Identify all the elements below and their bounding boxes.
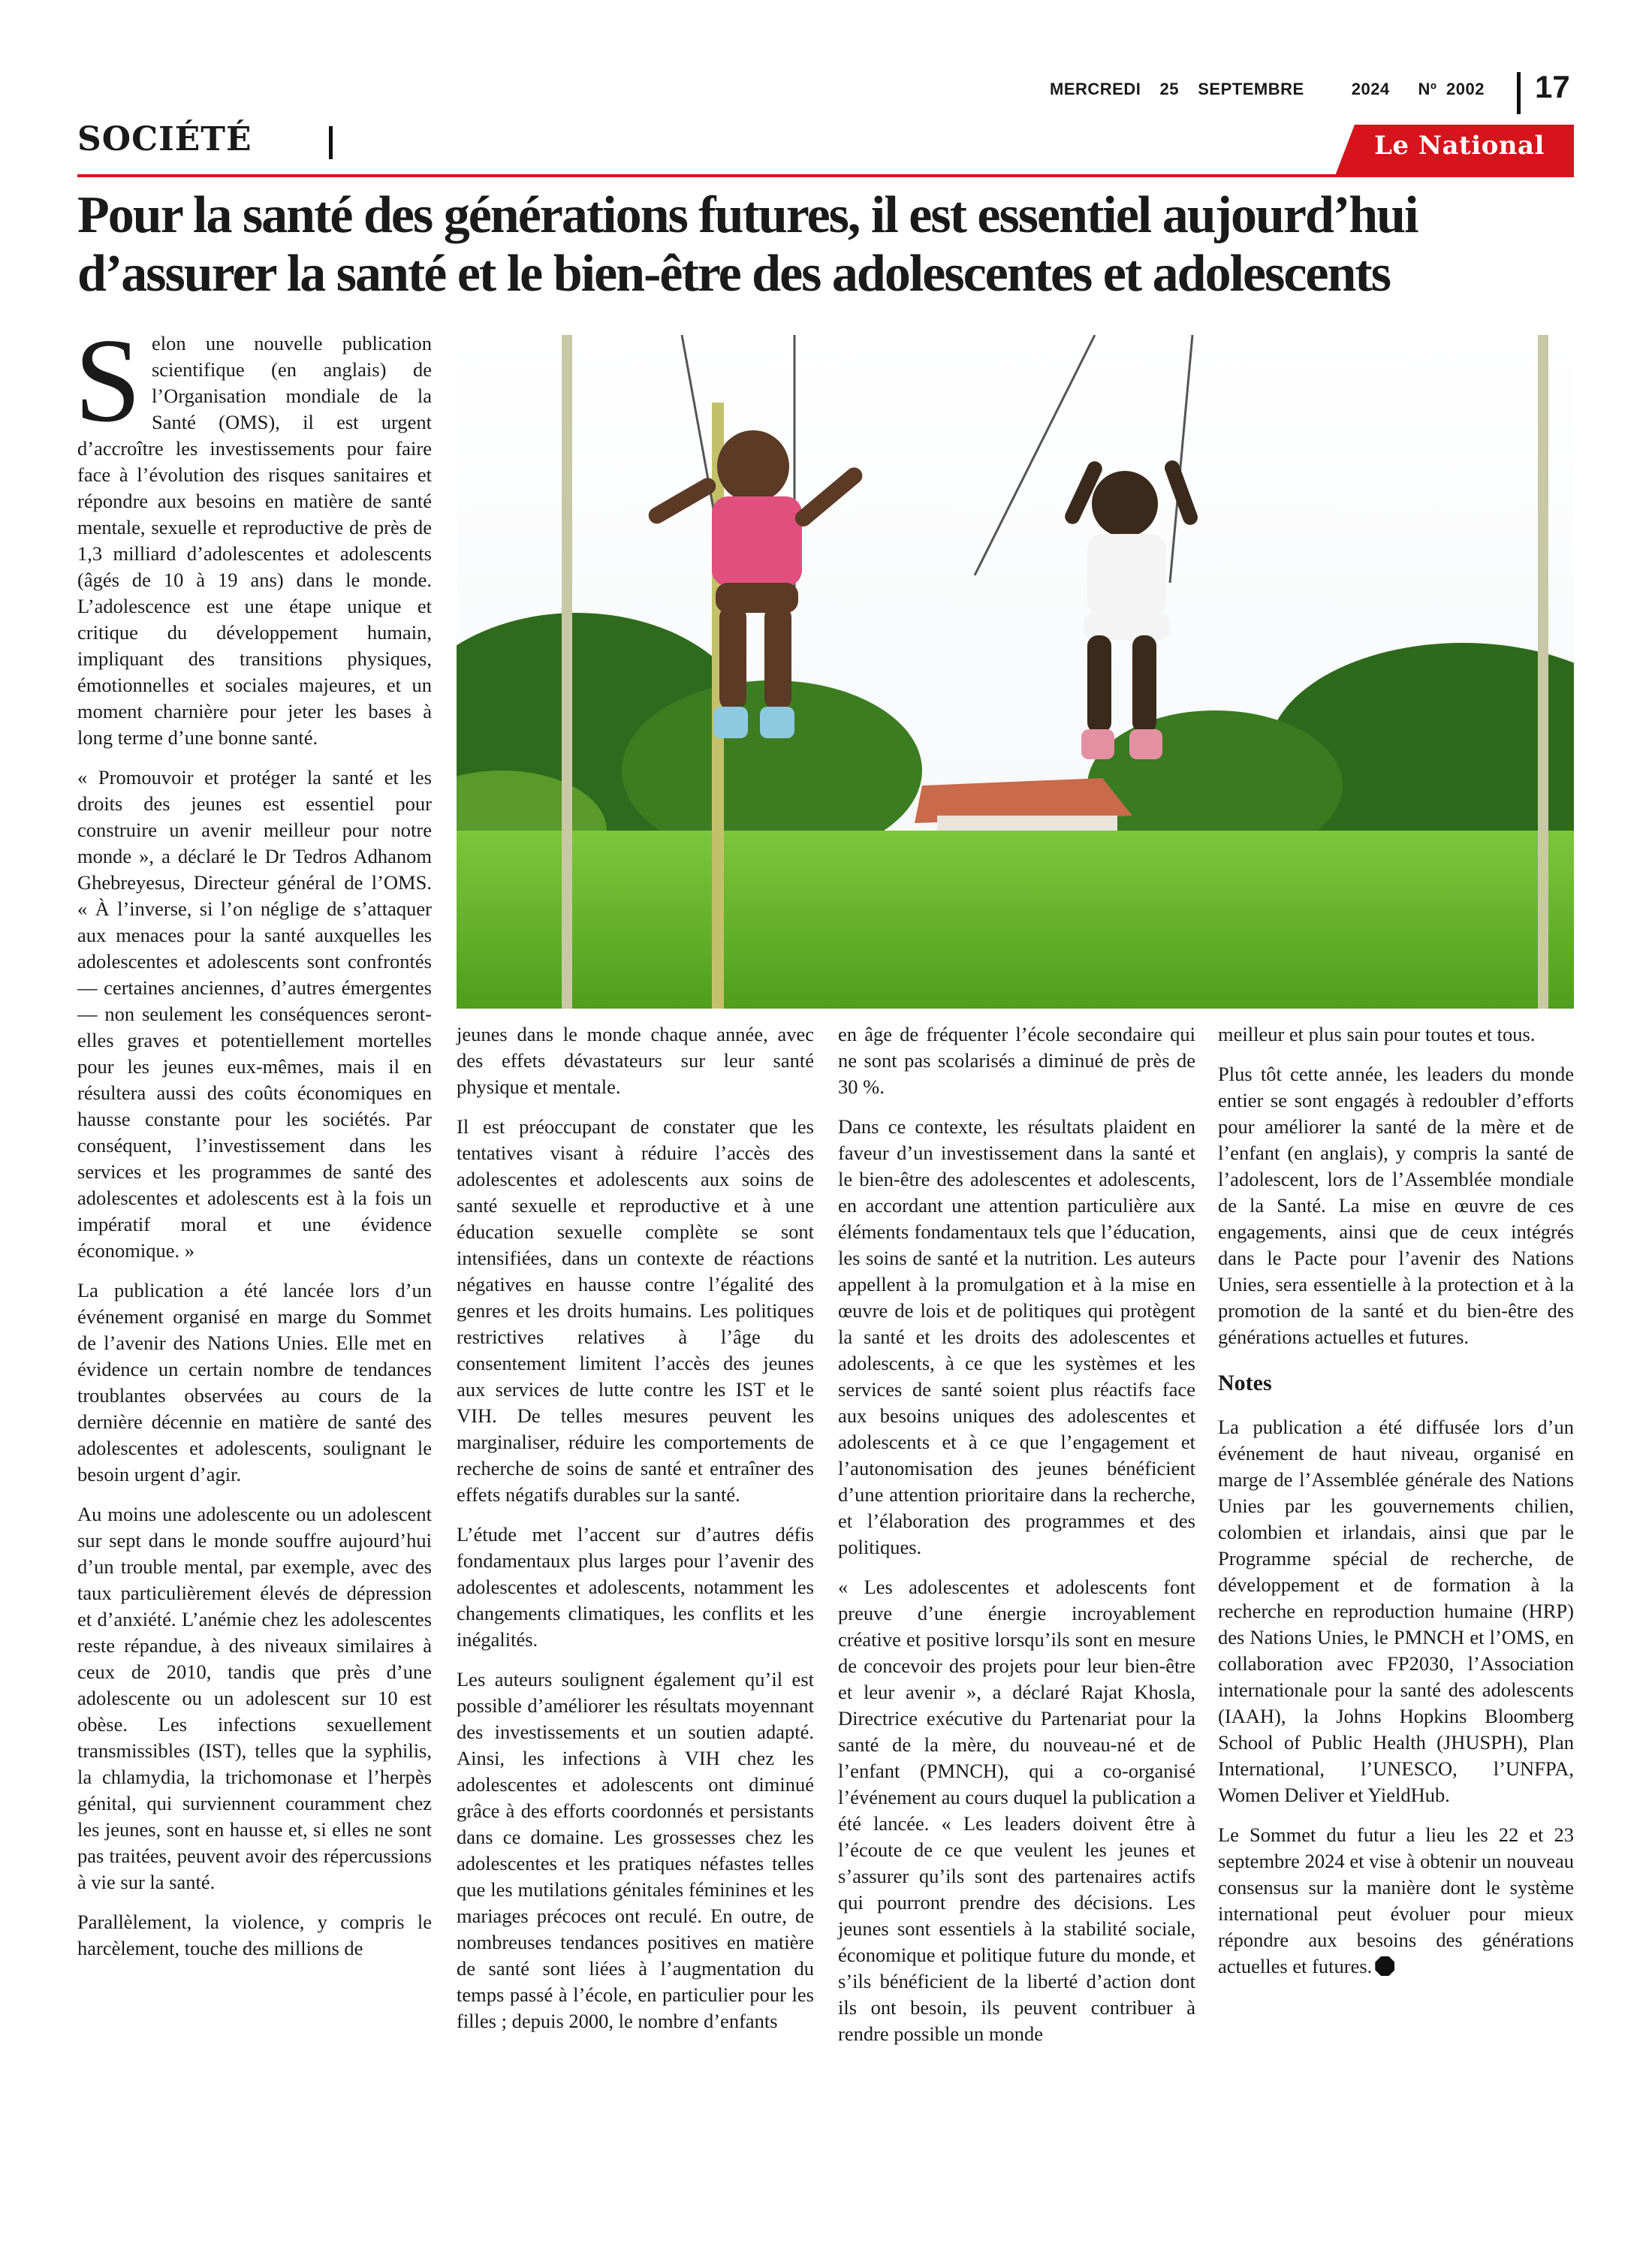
article-column-1	[74, 313, 432, 1975]
article-column-3	[838, 1021, 1195, 2061]
paragraph	[74, 313, 432, 751]
paragraph-text: elon une nouvelle publication scientifique (en anglais) de l’Organisation mondiale de la Santé (OMS), il est urgent d’accroître les investissements pour faire face à l’évolution des risques sanitaires et répondre aux besoins en matière de santé mentale, sexuelle et reproductive de près de 1,3 milliard d’adolescentes et adolescents (âgés de 10 à 19 ans) dans le monde. L’adolescence est une étape unique et critique du développement humain, impliquant des transitions physiques, émotionnelles et sociales majeures, et un moment charnière pour jeter les bases à long terme d’une bonne santé.	[77, 332, 432, 749]
paragraph: Il est préoccupant de constater que les tentatives visant à réduire l’accès des adolescentes et adolescents aux soins de santé sexuelle et reproductive et à une éducation sexuelle complète se sont intensifiées, dans un contexte de réactions négatives en hausse contre l’égalité des genres et les droits humains. Les politiques restrictives relatives à l’âge du consentement limitent l’accès des jeunes aux services de lutte contre les IST et le VIH. De telles mesures peuvent les marginaliser, réduire les comportements de recherche de soins de santé et entraîner des effets négatifs durables sur la santé.	[457, 1115, 814, 1506]
article-photo	[457, 335, 1574, 1009]
paragraph: meilleur et plus sain pour toutes et tous.	[1218, 1023, 1536, 1045]
paragraph: « Les adolescentes et adolescents font preuve d’une énergie incroyablement créative et positive lorsqu’ils sont en mesure de concevoir des projets pour leur bien-être et leur avenir », a déclaré Rajat Khosla, Directrice exécutive du Partenariat pour la santé de la mère, du nouveau-né et de l’enfant (PMNCH), qui a co-organisé l’événement au cours duquel la publication a été lancée. « Les leaders doivent être à l’écoute de ce que veulent les jeunes et s’assurer qu’ils sont des partenaires actifs qui pourront prendre des décisions. Les jeunes sont essentiels à la stabilité sociale, économique et politique future du monde, et s’ils bénéficient de la liberté d’action dont ils ont besoin, ils peuvent contribuer à rendre possible un monde	[838, 1576, 1195, 2045]
paragraph: L’étude met l’accent sur d’autres défis fondamentaux plus larges pour l’avenir des adolescentes et adolescents, notamment les changements climatiques, les conflits et les inégalités.	[457, 1523, 814, 1651]
paragraph: Dans ce contexte, les résultats plaident en faveur d’un investissement dans la santé et le bien-être des adolescentes et adolescents, en accordant une attention particulière aux éléments fondamentaux tels que l’éducation, les soins de santé et la nutrition. Les auteurs appellent à la promulgation et à la mise en œuvre de lois et de politiques qui protègent la santé et les droits des adolescentes et adolescents, à ce que les systèmes et les services de santé soient plus réactifs face aux besoins uniques des adolescentes et adolescents et à ce que l’engagement et l’autonomisation des jeunes bénéficient d’une attention prioritaire dans la recherche, et l’élaboration des programmes et des politiques.	[838, 1115, 1195, 1558]
notes-heading: Notes	[1218, 1371, 1272, 1395]
paragraph: La publication a été diffusée lors d’un événement de haut niveau, organisé en marge de l’Assemblée générale des Nations Unies par les gouvernements chilien, colombien et irlandais, ainsi que par le Programme spécial de recherche, de développement et de formation à la recherche en reproduction humaine (HRP) des Nations Unies, le PMNCH et l’OMS, en collaboration avec FP2030, l’Association internationale pour la santé des adolescents (IAAH), la Johns Hopkins Bloomberg School of Public Health (JHUSPH), Plan International, l’UNESCO, l’UNFPA, Women Deliver et YieldHub.	[1218, 1416, 1574, 1806]
paragraph: jeunes dans le monde chaque année, avec des effets dévastateurs sur leur santé physique et mentale.	[457, 1023, 814, 1098]
paragraph-text: Le Sommet du futur a lieu les 22 et 23 septembre 2024 et vise à obtenir un nouveau consensus sur la manière dont le système international peut évoluer pour mieux répondre aux besoins des générations actuelles et futures.	[1218, 1823, 1574, 1977]
paragraph: en âge de fréquenter l’école secondaire qui ne sont pas scolarisés a diminué de près de 30 %.	[838, 1023, 1195, 1098]
paragraph: Parallèlement, la violence, y compris le harcèlement, touche des millions de	[77, 1911, 432, 1959]
issue-date: MERCREDI 25 SEPTEMBRE 2024 Nº 2002	[1050, 80, 1485, 98]
headline-line-1: Pour la santé des générations futures, il est essentiel aujourd’hui	[77, 186, 1418, 244]
article-column-4	[1218, 1021, 1574, 1993]
section-label: SOCIÉTÉ	[77, 120, 252, 158]
header-rule	[77, 174, 1574, 177]
drop-cap: S	[74, 313, 141, 447]
headline	[77, 186, 1574, 303]
article-column-2	[457, 1021, 814, 2048]
paragraph: « Promouvoir et protéger la santé et les droits des jeunes est essentiel pour construire un avenir meilleur pour notre monde », a déclaré le Dr Tedros Adhanom Ghebreyesus, Directeur général de l’OMS. « À l’inverse, si l’on néglige de s’attaquer aux menaces pour la santé auxquelles les adolescentes et adolescents sont confrontés — certaines anciennes, d’autres émergentes — non seulement les conséquences seront-elles graves et potentiellement mortelles pour les jeunes eux-mêmes, mais il en résultera aussi des coûts économiques en hausse constante pour les sociétés. Par conséquent, l’investissement dans les services et les programmes de santé des adolescentes et adolescents est à la fois un impératif moral et une évidence économique. »	[77, 766, 432, 1262]
page-number-divider	[1517, 72, 1521, 114]
paragraph: Les auteurs soulignent également qu’il est possible d’améliorer les résultats moyennant des investissements et un soutien adapté. Ainsi, les infections à VIH chez les adolescentes et adolescents ont diminué grâce à des efforts coordonnés et persistants dans ce domaine. Les grossesses chez les adolescentes et les pratiques néfastes telles que les mutilations génitales féminines et les mariages précoces ont reculé. En outre, de nombreuses tendances positives en matière de santé sont liées à l’augmentation du temps passé à l’école, en particulier pour les filles ; depuis 2000, le nombre d’enfants	[457, 1668, 814, 2032]
paragraph: Au moins une adolescente ou un adolescent sur sept dans le monde souffre aujourd’hui d’un trouble mental, par exemple, avec des taux particulièrement élevés de dépression et d’anxiété. L’anémie chez les adolescentes reste répandue, à des niveaux similaires à ceux de 2010, tandis que près d’une adolescente ou un adolescent sur 10 est obèse. Les infections sexuellement transmissibles (IST), telles que la syphilis, la chlamydia, la trichomonase et l’herpès génital, qui surviennent couramment chez les jeunes, sont en hausse et, si elles ne sont pas traitées, peuvent avoir des répercussions à vie sur la santé.	[77, 1503, 432, 1893]
paragraph: La publication a été lancée lors d’un événement organisé en marge du Sommet de l’avenir des Nations Unies. Elle met en évidence un certain nombre de tendances troublantes observées au cours de la dernière décennie en matière de santé des adolescentes et adolescents, soulignant le besoin urgent d’agir.	[77, 1279, 432, 1485]
section-divider	[329, 126, 333, 159]
headline-line-2: d’assurer la santé et le bien-être des adolescentes et adolescents	[77, 245, 1390, 303]
paragraph: Plus tôt cette année, les leaders du monde entier se sont engagés à redoubler d’efforts pour améliorer la santé de la mère et de l’enfant (en anglais), y compris la santé de l’adolescent, lors de l’Assemblée mondiale de la Santé. La mise en œuvre de ces engagements, ainsi que de ceux intégrés dans le Pacte pour l’avenir des Nations Unies, sera essentielle à la protection et à la promotion de la santé et du bien-être des générations actuelles et futures.	[1218, 1063, 1574, 1348]
end-of-article-icon	[1375, 1956, 1394, 1976]
newspaper-logo: Le National	[1374, 131, 1545, 161]
paragraph	[1218, 1822, 1574, 1980]
page-number: 17	[1535, 69, 1570, 104]
